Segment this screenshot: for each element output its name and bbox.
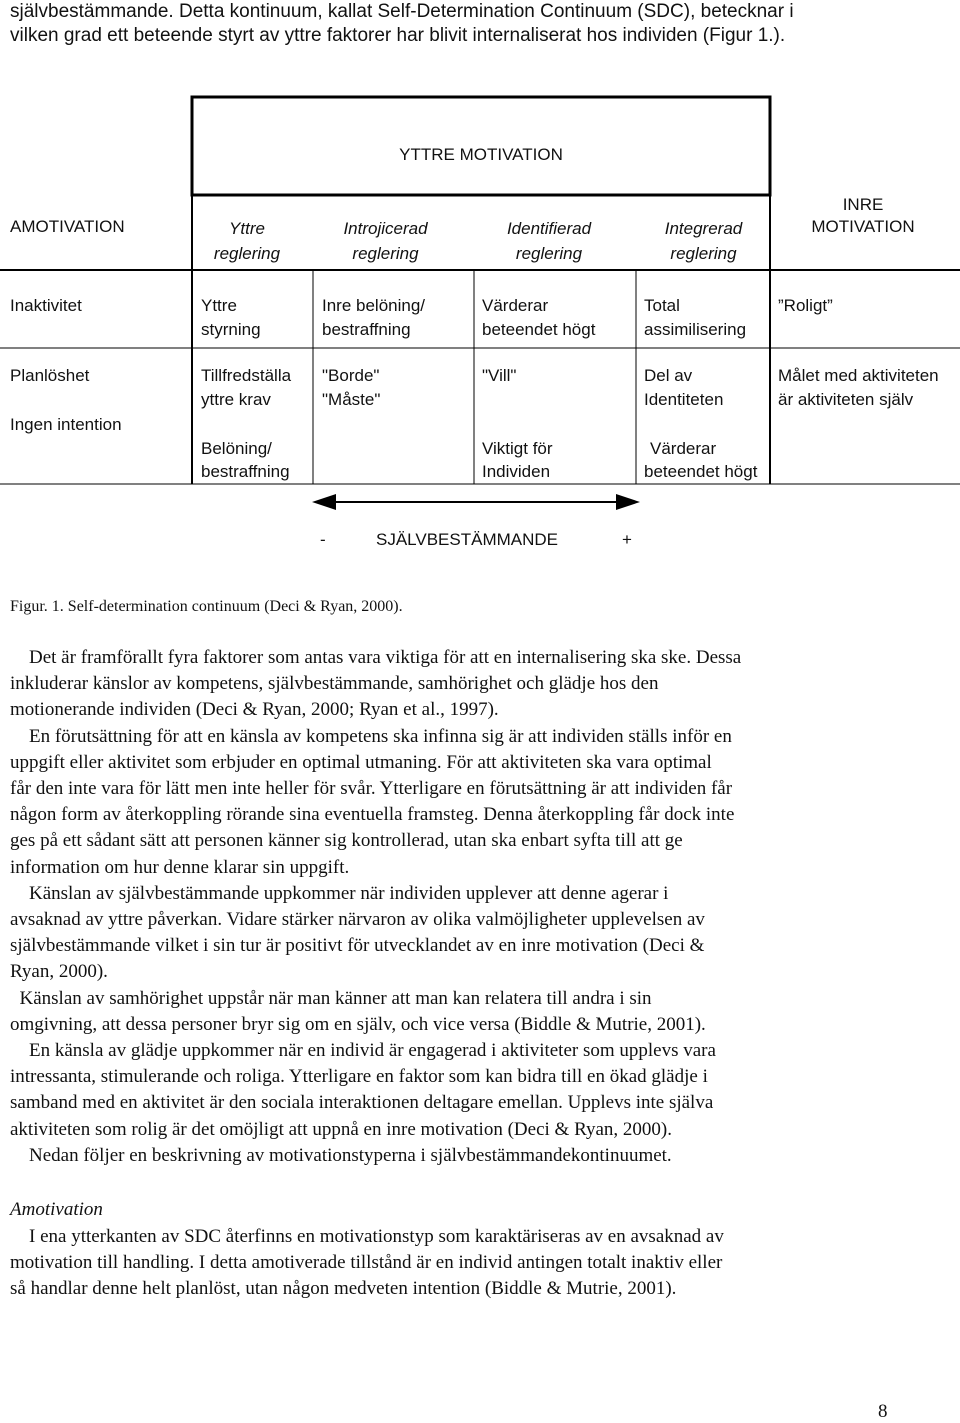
row3-col4-c: Värderar <box>650 439 717 458</box>
p1-line2: inkluderar känslor av kompetens, självbestämmande, samhörighet och glädje hos den <box>10 673 659 695</box>
row2-col4-a: Total <box>644 296 680 315</box>
row2-col1-b: styrning <box>201 320 261 339</box>
p4-line1: Känslan av samhörighet uppstår när man känner att man kan relatera till andra i sin <box>10 987 652 1009</box>
section-heading-amotivation: Amotivation <box>10 1199 103 1220</box>
regulation-4-line1: Integrerad <box>664 219 743 238</box>
p2-line3: får den inte vara för lätt men inte heller för svår. Ytterligare en förutsättning är att individen får <box>10 778 733 800</box>
box-title: YTTRE MOTIVATION <box>399 145 563 164</box>
p2-line4: någon form av återkoppling rörande sina eventuella framsteg. Denna återkoppling får dock inte <box>10 804 735 826</box>
row3-col4-d: beteendet högt <box>644 462 758 481</box>
amot-line1: I ena ytterkanten av SDC återfinns en motivationstyp som karaktäriseras av en avsaknad av <box>10 1226 724 1247</box>
regulation-3-line1: Identifierad <box>506 219 592 238</box>
row2-col4-b: assimilisering <box>644 320 747 339</box>
row2-col1-a: Yttre <box>201 296 237 315</box>
row3-col0-b: Ingen intention <box>10 415 122 434</box>
row3-col1-c: Belöning/ <box>201 439 272 458</box>
p3-line2: avsaknad av yttre påverkan. Vidare stärker närvaron av olika valmöjligheter upplevelsen av <box>10 909 705 931</box>
amot-line3: så handlar denne helt planlöst, utan någon medveten intention (Biddle & Mutrie, 2001). <box>10 1278 677 1300</box>
regulation-3-line2: reglering <box>515 244 583 263</box>
p2-line2: uppgift eller aktivitet som erbjuder en optimal utmaning. För att aktiviteten ska vara optimal <box>10 751 712 773</box>
self-determination-figure <box>0 0 960 600</box>
inre-motivation-line1: INRE <box>842 195 884 214</box>
p1-line1: Det är framförallt fyra faktorer som antas vara viktiga för att en internalisering ska ske. Dessa <box>10 647 742 668</box>
regulation-4-line2: reglering <box>670 244 737 263</box>
row3-col4-a: Del av <box>644 366 693 385</box>
regulation-2-line1: Introjicerad <box>343 219 428 238</box>
p3-line4: Ryan, 2000). <box>10 961 108 983</box>
axis-arrow-right-head <box>616 494 640 510</box>
p6-line1: Nedan följer en beskrivning av motivationstyperna i självbestämmandekontinuumet. <box>10 1144 672 1166</box>
figure-caption: Figur. 1. Self-determination continuum (Deci & Ryan, 2000). <box>10 598 403 615</box>
row3-col3-a: "Vill" <box>482 366 517 385</box>
p2-line6: information om hur denne klarar sin uppgift. <box>10 856 350 878</box>
row2-col2-a: Inre belöning/ <box>322 296 426 315</box>
p2-line1: En förutsättning för att en känsla av kompetens ska infinna sig är att individen ställs inför en <box>10 725 732 747</box>
row2-col5: ”Roligt” <box>778 296 833 315</box>
axis-arrow-left-head <box>312 494 336 510</box>
row3-col5-b: är aktiviteten själv <box>778 390 914 409</box>
p5-line2: intressanta, stimulerande och roliga. Ytterligare en faktor som kan bidra till en ökad glädje i <box>10 1066 708 1088</box>
amotivation-label: AMOTIVATION <box>10 217 125 236</box>
p3-line1: Känslan av självbestämmande uppkommer när individen upplever att denne agerar i <box>10 882 669 904</box>
row3-col1-d: bestraffning <box>201 462 290 481</box>
axis-minus: - <box>320 530 326 549</box>
row2-col0: Inaktivitet <box>10 296 82 315</box>
row3-col4-b: Identiteten <box>644 390 724 409</box>
body-text <box>10 645 890 1169</box>
row2-col2-b: bestraffning <box>322 320 411 339</box>
row3-col1-b: yttre krav <box>201 390 271 409</box>
inre-motivation-line2: MOTIVATION <box>811 217 915 236</box>
p5-line4: aktiviteten som rolig är det omöjligt att uppnå en inre motivation (Deci & Ryan, 2000). <box>10 1118 672 1140</box>
p1-line3: motionerande individen (Deci & Ryan, 2000; Ryan et al., 1997). <box>10 699 499 721</box>
row3-col2-a: "Borde" <box>322 366 380 385</box>
regulation-1-line1: Yttre <box>229 219 265 238</box>
p5-line1: En känsla av glädje uppkommer när en individ är engagerad i aktiviteter som upplevs vara <box>10 1040 716 1062</box>
intro-line-2: vilken grad ett beteende styrt av yttre faktorer har blivit internaliserat hos individen (Figur 1.). <box>10 25 786 46</box>
row3-col0-a: Planlöshet <box>10 366 90 385</box>
row3-col3-c: Individen <box>482 462 551 481</box>
row3-col2-b: "Måste" <box>322 390 381 409</box>
intro-line-1: självbestämmande. Detta kontinuum, kallat Self-Determination Continuum (SDC), betecknar i <box>10 1 794 22</box>
row2-col3-b: beteendet högt <box>482 320 596 339</box>
row3-col5-a: Målet med aktiviteten <box>778 366 939 385</box>
page-number: 8 <box>878 1401 888 1422</box>
p3-line3: självbestämmande vilket i sin tur är positivt för utvecklandet av en inre motivation (Deci & <box>10 935 705 957</box>
p2-line5: ges på ett sådant sätt att personen känner sig kontrollerad, utan ska enbart syfta till att ge <box>10 830 683 852</box>
axis-plus: + <box>622 530 632 549</box>
amot-line2: motivation till handling. I detta amotiverade tillstånd är en individ antingen totalt inaktiv eller <box>10 1252 723 1274</box>
amotivation-text <box>10 1224 890 1303</box>
p4-line2: omgivning, att dessa personer bryr sig om en själv, och vice versa (Biddle & Mutrie, 2001). <box>10 1013 706 1035</box>
regulation-1-line2: reglering <box>213 244 281 263</box>
regulation-2-line2: reglering <box>352 244 419 263</box>
p5-line3: samband med en aktivitet är den sociala interaktionen deltagare emellan. Upplevs inte själva <box>10 1092 714 1114</box>
row3-col1-a: Tillfredställa <box>201 366 292 385</box>
row3-col3-b: Viktigt för <box>482 439 553 458</box>
axis-label: SJÄLVBESTÄMMANDE <box>376 530 559 549</box>
row2-col3-a: Värderar <box>482 296 549 315</box>
